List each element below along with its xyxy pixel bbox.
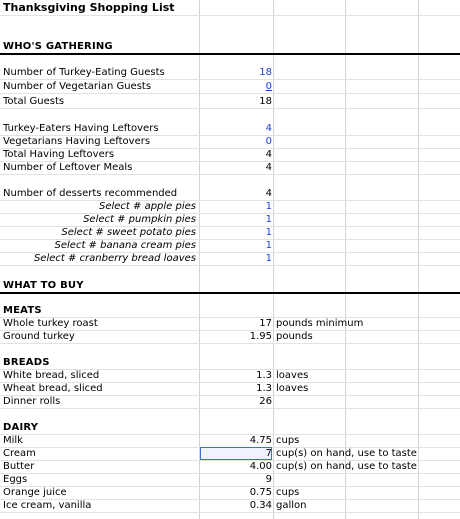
item-quantity: 26 [259, 396, 272, 407]
item-quantity: 0.75 [249, 487, 272, 498]
table-row[interactable] [0, 188, 460, 201]
item-name: Orange juice [3, 487, 67, 498]
item-name: White bread, sliced [3, 370, 100, 381]
category-row[interactable] [0, 422, 460, 435]
item-quantity: 9 [265, 474, 272, 485]
row-label: Total Guests [3, 96, 65, 107]
sheet-title: Thanksgiving Shopping List [3, 1, 175, 14]
item-unit: gallon [276, 500, 307, 511]
item-name: Cream [3, 448, 36, 459]
item-quantity: 0.34 [249, 500, 272, 511]
row-label: Turkey-Eaters Having Leftovers [3, 123, 159, 134]
category-header-meats: MEATS [3, 305, 42, 316]
item-unit: cups [276, 487, 300, 498]
input-cell[interactable]: 1 [265, 214, 272, 225]
input-cell[interactable]: 4 [265, 123, 272, 134]
table-row[interactable] [0, 474, 460, 487]
input-cell[interactable]: 18 [259, 67, 272, 78]
table-row[interactable] [0, 331, 460, 344]
item-unit: loaves [276, 370, 309, 381]
calc-cell: 4 [265, 188, 272, 199]
calc-cell: 4 [265, 162, 272, 173]
item-quantity: 1.3 [256, 370, 272, 381]
item-quantity: 4.75 [249, 435, 272, 446]
table-row[interactable] [0, 396, 460, 409]
category-header-dairy: DAIRY [3, 422, 39, 433]
table-row[interactable] [0, 201, 460, 214]
item-unit: loaves [276, 383, 309, 394]
category-row[interactable] [0, 305, 460, 318]
table-row[interactable] [0, 461, 460, 474]
item-name: Butter [3, 461, 35, 472]
table-row[interactable] [0, 96, 460, 109]
table-row[interactable] [0, 383, 460, 396]
row-label: Number of Vegetarian Guests [3, 81, 152, 92]
item-name: Whole turkey roast [3, 318, 98, 329]
table-row[interactable] [0, 214, 460, 227]
table-row[interactable] [0, 370, 460, 383]
item-quantity: 1.95 [249, 331, 272, 342]
item-quantity[interactable]: 7 [265, 448, 272, 459]
table-row[interactable] [0, 81, 460, 94]
item-quantity: 4.00 [249, 461, 272, 472]
section-row-gathering[interactable] [0, 40, 460, 55]
table-row[interactable] [0, 227, 460, 240]
input-cell[interactable]: 1 [265, 201, 272, 212]
table-row[interactable] [0, 253, 460, 266]
table-row[interactable] [0, 123, 460, 136]
section-header-gathering: WHO'S GATHERING [3, 41, 113, 52]
row-label: Total Having Leftovers [3, 149, 115, 160]
calc-cell: 18 [259, 96, 272, 107]
item-quantity: 1.3 [256, 383, 272, 394]
input-cell[interactable]: 1 [265, 227, 272, 238]
row-label: Select # apple pies [98, 201, 196, 212]
row-label: Select # cranberry bread loaves [33, 253, 196, 264]
calc-cell: 4 [265, 149, 272, 160]
item-unit: pounds [276, 331, 313, 342]
row-label: Select # pumpkin pies [83, 214, 196, 225]
table-row[interactable] [0, 240, 460, 253]
table-row[interactable] [0, 500, 460, 513]
item-unit: pounds minimum [276, 318, 364, 329]
row-label: Select # sweet potato pies [61, 227, 196, 238]
table-row[interactable] [0, 448, 460, 461]
category-header-breads: BREADS [3, 357, 50, 368]
input-cell[interactable]: 1 [265, 253, 272, 264]
item-name: Ground turkey [3, 331, 75, 342]
title-row[interactable] [0, 0, 460, 16]
row-label: Vegetarians Having Leftovers [3, 136, 151, 147]
table-row[interactable] [0, 162, 460, 175]
item-name: Ice cream, vanilla [3, 500, 92, 511]
item-unit: cup(s) on hand, use to taste [276, 448, 417, 459]
section-header-buy: WHAT TO BUY [3, 280, 84, 291]
table-row[interactable] [0, 149, 460, 162]
row-label: Number of desserts recommended [3, 188, 178, 199]
item-name: Wheat bread, sliced [3, 383, 103, 394]
section-row-buy[interactable] [0, 279, 460, 294]
item-unit: cups [276, 435, 300, 446]
item-name: Milk [3, 435, 23, 446]
input-cell[interactable]: 0 [265, 136, 272, 147]
item-unit: cup(s) on hand, use to taste [276, 461, 417, 472]
input-cell[interactable]: 0 [265, 81, 272, 92]
table-row[interactable] [0, 487, 460, 500]
table-row[interactable] [0, 318, 460, 331]
item-name: Dinner rolls [3, 396, 61, 407]
item-quantity: 17 [259, 318, 272, 329]
table-row[interactable] [0, 67, 460, 80]
table-row[interactable] [0, 136, 460, 149]
row-label: Number of Leftover Meals [3, 162, 133, 173]
row-label: Number of Turkey-Eating Guests [3, 67, 165, 78]
item-name: Eggs [3, 474, 28, 485]
category-row[interactable] [0, 357, 460, 370]
input-cell[interactable]: 1 [265, 240, 272, 251]
row-label: Select # banana cream pies [54, 240, 196, 251]
